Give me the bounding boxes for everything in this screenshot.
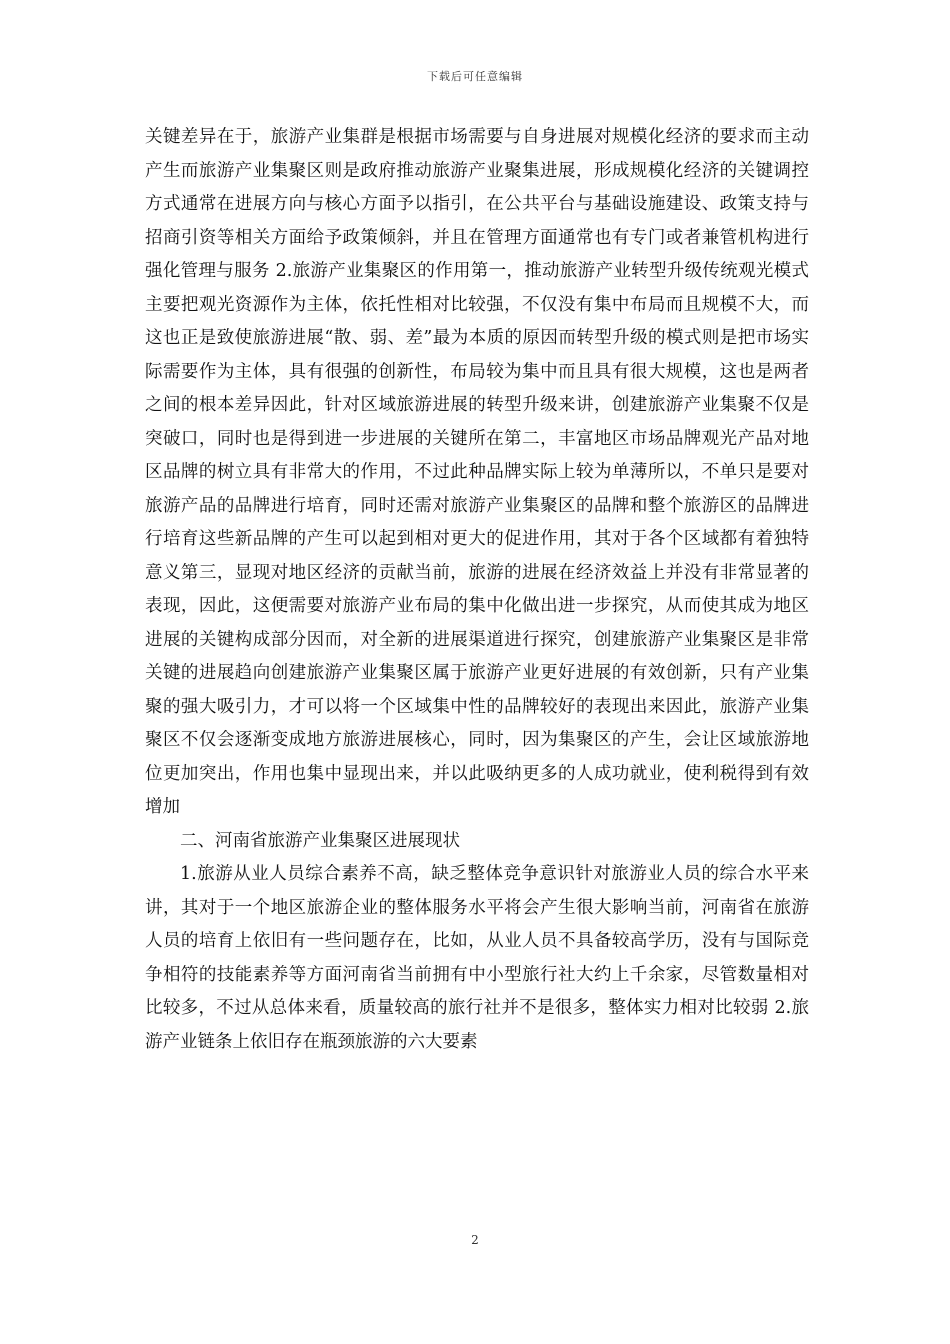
section-heading: 二、河南省旅游产业集聚区进展现状 xyxy=(180,830,460,851)
page-number: 2 xyxy=(471,1233,479,1247)
body-paragraph-1: 关键差异在于，旅游产业集群是根据市场需要与自身进展对规模化经济的要求而主动产生而旅游产业集聚区则是政府推动旅游产业聚集进展，形成规模化经济的关键调控方式通常在进展方向与核心方面予以指引，在公共平台与基础设施建设、政策支持与招商引资等相关方面给予政策倾斜，并且在管理方面通常也有专门或者兼管机构进行强化管理与服务 2.旅游产业集聚区的作用第一，推动旅游产业转型升级传统观光模式主要把观光资源作为主体，依托性相对比较强，不仅没有集中布局而且规模不大，而这也正是致使旅游进展“散、弱、差”最为本质的原因而转型升级的模式则是把市场实际需要作为主体，具有很强的创新性，布局较为集中而且具有很大规模，这也是两者之间的根本差异因此，针对区域旅游进展的转型升级来讲，创建旅游产业集聚不仅是突破口，同时也是得到进一步进展的关键所在第二，丰富地区市场品牌观光产品对地区品牌的树立具有非常大的作用，不过此种品牌实际上较为单薄所以，不单只是要对旅游产品的品牌进行培育，同时还需对旅游产业集聚区的品牌和整个旅游区的品牌进行培育这些新品牌的产生可以起到相对更大的促进作用，其对于各个区域都有着独特意义第三，显现对地区经济的贡献当前，旅游的进展在经济效益上并没有非常显著的表现，因此，这便需要对旅游产业布局的集中化做出进一步探究，从而使其成为地区进展的关键构成部分因而，对全新的进展渠道进行探究，创建旅游产业集聚区是非常关键的进展趋向创建旅游产业集聚区属于旅游产业更好进展的有效创新，只有产业集聚的强大吸引力，才可以将一个区域集中性的品牌较好的表现出来因此，旅游产业集聚区不仅会逐渐变成地方旅游进展核心，同时，因为集聚区的产生，会让区域旅游地位更加突出，作用也集中显现出来，并以此吸纳更多的人成功就业，使利税得到有效增加 xyxy=(145,127,809,817)
document-body xyxy=(145,121,809,1059)
page-header: 下载后可任意编辑 xyxy=(427,70,523,83)
body-paragraph-2: 1.旅游从业人员综合素养不高，缺乏整体竞争意识针对旅游业人员的综合水平来讲，其对于一个地区旅游企业的整体服务水平将会产生很大影响当前，河南省在旅游人员的培育上依旧有一些问题存在，比如，从业人员不具备较高学历，没有与国际竞争相符的技能素养等方面河南省当前拥有中小型旅行社大约上千余家，尽管数量相对比较多，不过从总体来看，质量较高的旅行社并不是很多，整体实力相对比较弱 2.旅游产业链条上依旧存在瓶颈旅游的六大要素 xyxy=(145,864,809,1052)
